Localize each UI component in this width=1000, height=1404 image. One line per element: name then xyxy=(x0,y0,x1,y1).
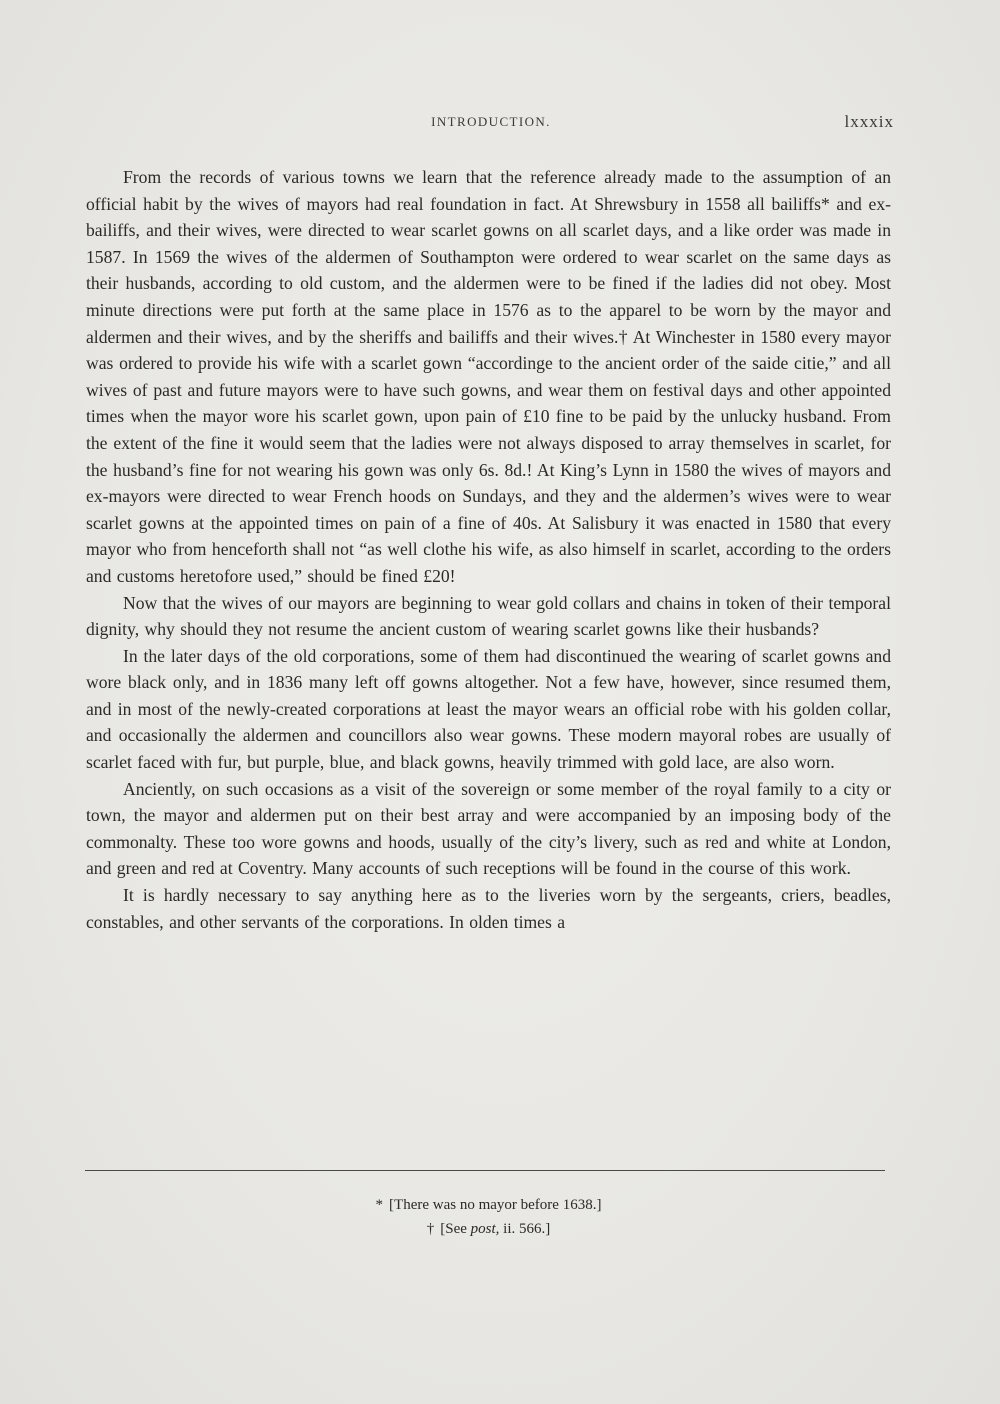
footnote-2-suffix: ii. 566.] xyxy=(503,1221,551,1237)
paragraph-mayors-wives: Now that the wives of our mayors are beginning to wear gold collars and chains in token of their temporal dignity, why should they not resume the ancient custom of wearing scarlet gowns like their husbands? xyxy=(86,592,891,640)
footnote-1 xyxy=(86,1193,891,1217)
footnote-1-text: [There was no mayor before 1638.] xyxy=(389,1197,602,1213)
running-head: INTRODUCTION. xyxy=(431,114,551,129)
page-number: lxxxix xyxy=(844,112,894,131)
footnote-divider xyxy=(85,1170,885,1171)
footnote-2 xyxy=(86,1217,891,1241)
footnote-2-marker: † xyxy=(426,1221,435,1237)
paragraph-royal-visits: Anciently, on such occasions as a visit of the sovereign or some member of the royal family to a city or town, the mayor and aldermen put on their best array and were accompanied by an imposing body of the commonalty. These too wore gowns and hoods, usually of the city’s livery, such as red and white at London, and green and red at Coventry. Many accounts of such receptions will be found in the course of this work. xyxy=(86,778,891,879)
body-text xyxy=(86,164,891,935)
paragraph-later-corporations: In the later days of the old corporations, some of them had discontinued the wearing of scarlet gowns and wore black only, and in 1836 many left off gowns altogether. Not a few have, however, since resumed them, and in most of the newly-created corporations at least the mayor wears an official robe with his golden collar, and occasionally the aldermen and councillors also wear gowns. These modern mayoral robes are usually of scarlet faced with fur, but purple, blue, and black gowns, heavily trimmed with gold lace, are also worn. xyxy=(86,645,891,773)
footnote-1-marker: * xyxy=(375,1197,384,1213)
footnotes xyxy=(86,1193,891,1241)
footnote-2-prefix: [See xyxy=(440,1221,467,1237)
footnote-2-italic: post, xyxy=(470,1221,500,1237)
page-header xyxy=(88,114,894,138)
paragraph-scarlet-gowns: From the records of various towns we learn that the reference already made to the assumption of an official habit by the wives of mayors had real foundation in fact. At Shrewsbury in 1558 all bailiffs* and ex-bailiffs, and their wives, were directed to wear scarlet gowns on all scarlet days, and a like order was made in 1587. In 1569 the wives of the aldermen of Southampton were ordered to wear scarlet on the same days as their husbands, according to old custom, and the aldermen were to be fined if the ladies did not obey. Most minute directions were put forth at the same place in 1576 as to the apparel to be worn by the mayor and aldermen and their wives, and by the sheriffs and bailiffs and their wives.† At Winchester in 1580 every mayor was ordered to provide his wife with a scarlet gown “accordinge to the ancient order of the saide citie,” and all wives of past and future mayors were to have such gowns, and wear them on festival days and other appointed times when the mayor wore his scarlet gown, upon pain of £10 fine to be paid by the unlucky husband. From the extent of the fine it would seem that the ladies were not always disposed to array themselves in scarlet, for the husband’s fine for not wearing his gown was only 6s. 8d.! At King’s Lynn in 1580 the wives of mayors and ex-mayors were directed to wear French hoods on Sundays, and they and the aldermen’s wives were to wear scarlet gowns at the appointed times on pain of a fine of 40s. At Salisbury it was enacted in 1580 that every mayor who from henceforth shall not “as well clothe his wife, as also himself in scarlet, according to the orders and customs heretofore used,” should be fined £20! xyxy=(86,167,891,586)
paragraph-liveries: It is hardly necessary to say anything here as to the liveries worn by the sergeants, criers, beadles, constables, and other servants of the corporations. In olden times a xyxy=(86,885,891,932)
